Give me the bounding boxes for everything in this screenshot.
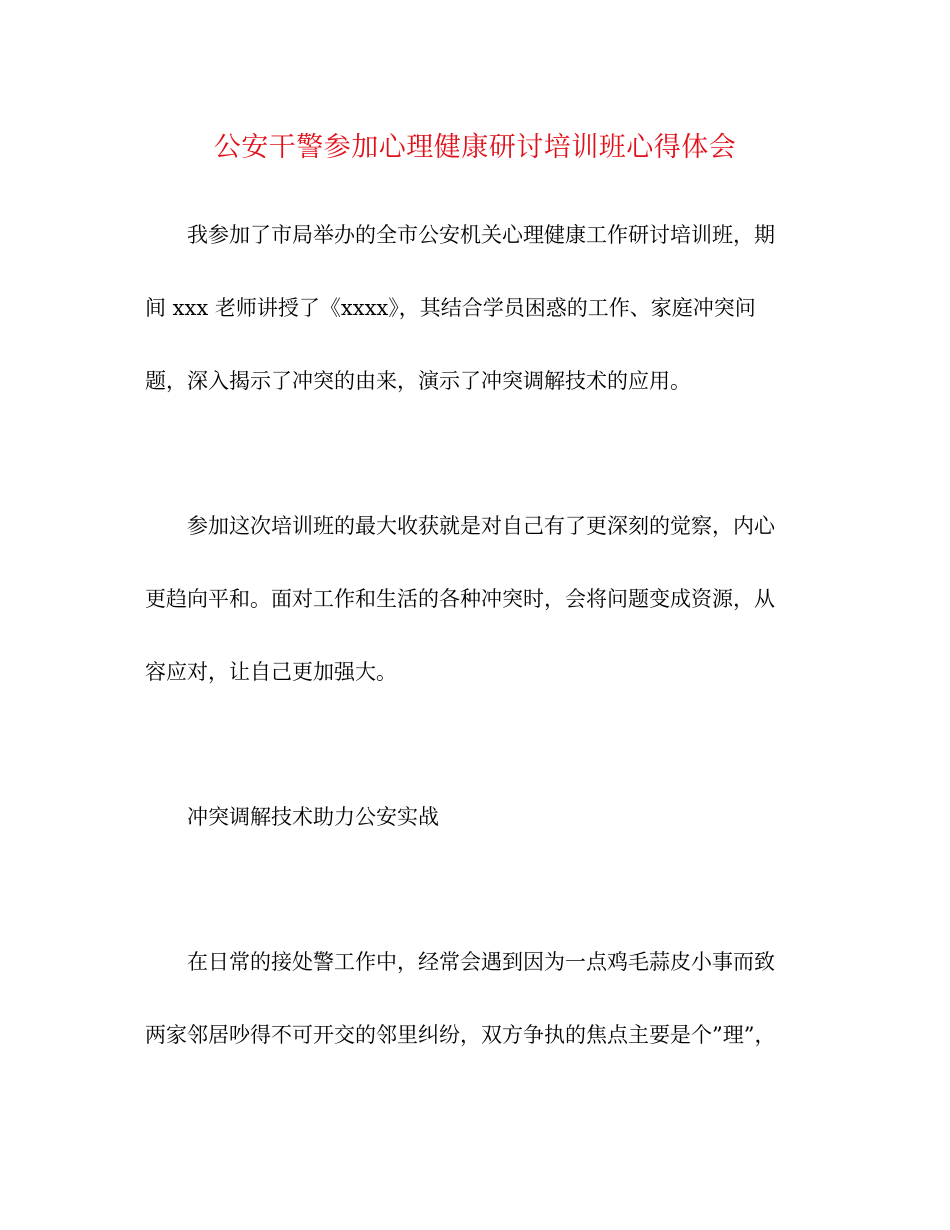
paragraph-2-line-1: 参加这次培训班的最大收获就是对自己有了更深刻的觉察，内心 — [187, 514, 775, 538]
paragraph-4-line-1: 在日常的接处警工作中，经常会遇到因为一点鸡毛蒜皮小事而致 — [187, 950, 775, 974]
paragraph-2-line-3: 容应对，让自己更加强大。 — [145, 660, 397, 684]
paragraph-2-line-2: 更趋向平和。面对工作和生活的各种冲突时，会将问题变成资源，从 — [145, 587, 775, 611]
paragraph-4-line-2: 两家邻居吵得不可开交的邻里纠纷，双方争执的焦点主要是个”理”， — [145, 1023, 776, 1047]
paragraph-1-line-2: 间 xxx 老师讲授了《xxxx》，其结合学员困惑的工作、家庭冲突问 — [145, 296, 756, 320]
section-heading-line: 冲突调解技术助力公安实战 — [187, 805, 439, 829]
document-title: 公安干警参加心理健康研讨培训班心得体会 — [213, 132, 737, 163]
paragraph-1-line-1: 我参加了市局举办的全市公安机关心理健康工作研讨培训班，期 — [187, 223, 775, 247]
paragraph-1-line-3: 题，深入揭示了冲突的由来，演示了冲突调解技术的应用。 — [145, 369, 691, 393]
